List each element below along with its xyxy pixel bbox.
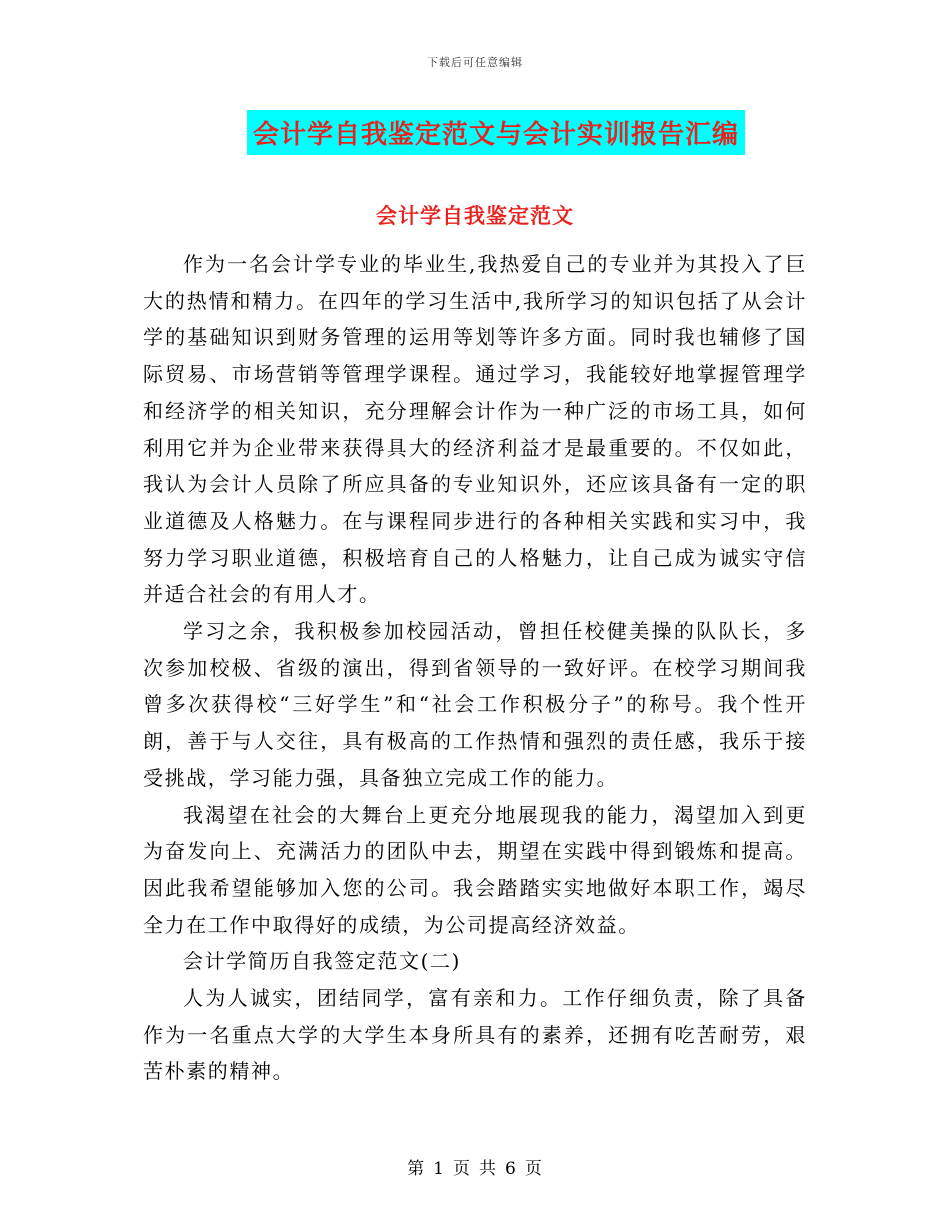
paragraph: 我渴望在社会的大舞台上更充分地展现我的能力，渴望加入到更为奋发向上、充满活力的团队中去，期望在实践中得到锻炼和提高。因此我希望能够加入您的公司。我会踏踏实实地做好本职工作，竭尽全力在工作中取得好的成绩，为公司提高经济效益。 bbox=[143, 802, 807, 937]
document-title: 会计学自我鉴定范文与会计实训报告汇编 bbox=[247, 110, 745, 155]
page-number: 1 bbox=[433, 1159, 445, 1179]
page-footer bbox=[0, 1154, 950, 1179]
total-pages: 6 bbox=[505, 1159, 517, 1179]
paragraph: 学习之余，我积极参加校园活动，曾担任校健美操的队队长，多次参加校极、省级的演出，得到省领导的一致好评。在校学习期间我曾多次获得校“三好学生”和“社会工作积极分子”的称号。我个性开朗，善于与人交往，具有极高的工作热情和强烈的责任感，我乐于接受挑战，学习能力强，具备独立完成工作的能力。 bbox=[143, 619, 807, 790]
paragraph: 作为一名会计学专业的毕业生,我热爱自己的专业并为其投入了巨大的热情和精力。在四年的学习生活中,我所学习的知识包括了从会计学的基础知识到财务管理的运用等划等许多方面。同时我也辅修了国际贸易、市场营销等管理学课程。通过学习，我能较好地掌握管理学和经济学的相关知识，充分理解会计作为一种广泛的市场工具，如何利用它并为企业带来获得具大的经济利益才是最重要的。不仅如此，我认为会计人员除了所应具备的专业知识外，还应该具备有一定的职业道德及人格魅力。在与课程同步进行的各种相关实践和实习中，我努力学习职业道德，积极培育自己的人格魅力，让自己成为诚实守信并适合社会的有用人才。 bbox=[143, 252, 807, 607]
total-unit: 页 bbox=[524, 1159, 543, 1179]
header-note: 下载后可任意编辑 bbox=[427, 56, 523, 69]
body-text bbox=[143, 246, 807, 1090]
page-unit: 页 bbox=[453, 1159, 471, 1179]
paragraph: 人为人诚实，团结同学，富有亲和力。工作仔细负责，除了具备作为一名重点大学的大学生本身所具有的素养，还拥有吃苦耐劳，艰苦朴素的精神。 bbox=[143, 986, 807, 1084]
document-title-wrapper bbox=[0, 110, 950, 155]
total-prefix: 共 bbox=[479, 1159, 497, 1179]
page-prefix: 第 bbox=[407, 1159, 426, 1179]
section-title: 会计学自我鉴定范文 bbox=[376, 203, 574, 228]
subheading: 会计学简历自我签定范文(二) bbox=[183, 949, 462, 974]
